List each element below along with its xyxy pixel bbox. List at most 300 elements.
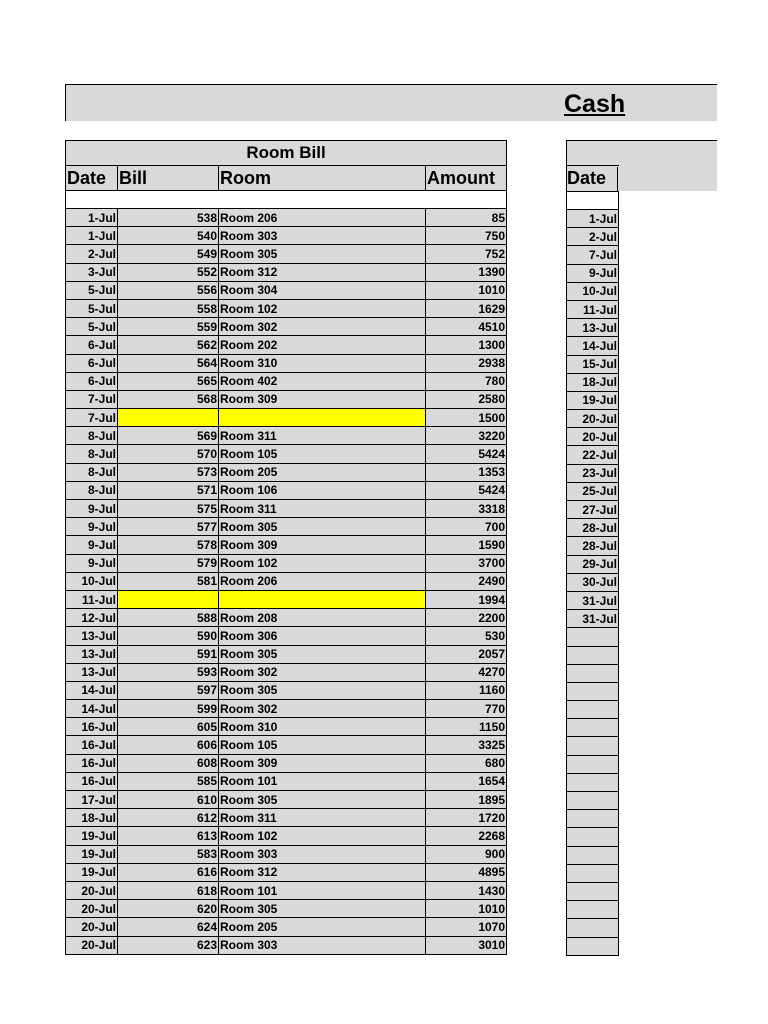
- side-date-cell: 19-Jul: [567, 391, 619, 409]
- date-cell: 19-Jul: [66, 845, 118, 863]
- bill-cell: 577: [118, 518, 219, 536]
- room-cell: Room 105: [219, 445, 426, 463]
- table-row: [66, 645, 507, 663]
- side-date-cell: 10-Jul: [567, 282, 619, 300]
- room-cell: Room 101: [219, 881, 426, 899]
- amount-cell: 1430: [426, 881, 507, 899]
- header-date: Date: [66, 166, 118, 191]
- date-cell: 3-Jul: [66, 263, 118, 281]
- date-cell: 12-Jul: [66, 609, 118, 627]
- side-date-cell: [567, 737, 619, 755]
- side-row: [567, 537, 619, 555]
- amount-cell: 2200: [426, 609, 507, 627]
- bill-cell: 599: [118, 700, 219, 718]
- header-row: [66, 166, 507, 191]
- amount-cell: 3700: [426, 554, 507, 572]
- side-date-cell: [567, 828, 619, 846]
- room-cell: Room 102: [219, 554, 426, 572]
- date-cell: 11-Jul: [66, 590, 118, 608]
- amount-cell: 1010: [426, 900, 507, 918]
- date-cell: 13-Jul: [66, 663, 118, 681]
- amount-cell: 1300: [426, 336, 507, 354]
- table-row: [66, 918, 507, 936]
- side-date-cell: [567, 701, 619, 719]
- side-row: [567, 519, 619, 537]
- table-row: [66, 845, 507, 863]
- side-date-cell: 2-Jul: [567, 228, 619, 246]
- amount-cell: 1590: [426, 536, 507, 554]
- bill-cell: 588: [118, 609, 219, 627]
- date-cell: 5-Jul: [66, 318, 118, 336]
- table-row: [66, 536, 507, 554]
- table-row: [66, 518, 507, 536]
- date-cell: 20-Jul: [66, 900, 118, 918]
- side-date-cell: 1-Jul: [567, 210, 619, 228]
- amount-cell: 1654: [426, 772, 507, 790]
- date-cell: 18-Jul: [66, 809, 118, 827]
- bill-cell: 556: [118, 281, 219, 299]
- bill-cell: 562: [118, 336, 219, 354]
- side-date-cell: 22-Jul: [567, 446, 619, 464]
- date-cell: 16-Jul: [66, 754, 118, 772]
- date-cell: 7-Jul: [66, 390, 118, 408]
- bill-cell: 558: [118, 299, 219, 317]
- date-cell: 14-Jul: [66, 700, 118, 718]
- bill-cell: [118, 590, 219, 608]
- table-row: [66, 354, 507, 372]
- bill-cell: 568: [118, 390, 219, 408]
- room-cell: Room 304: [219, 281, 426, 299]
- table-row: [66, 881, 507, 899]
- side-row: [567, 355, 619, 373]
- date-cell: 6-Jul: [66, 372, 118, 390]
- table-row: [66, 409, 507, 427]
- room-cell: Room 312: [219, 263, 426, 281]
- side-row: [567, 282, 619, 300]
- side-row: [567, 264, 619, 282]
- bill-cell: 564: [118, 354, 219, 372]
- table-row: [66, 263, 507, 281]
- table-row: [66, 463, 507, 481]
- side-date-cell: [567, 773, 619, 791]
- room-cell: Room 305: [219, 681, 426, 699]
- amount-cell: 3220: [426, 427, 507, 445]
- table-row: [66, 227, 507, 245]
- table-row: [66, 772, 507, 790]
- side-row: [567, 719, 619, 737]
- side-row: [567, 501, 619, 519]
- side-date-cell: 13-Jul: [567, 319, 619, 337]
- room-bill-title-row: [66, 141, 507, 166]
- bill-cell: 583: [118, 845, 219, 863]
- amount-cell: 1500: [426, 409, 507, 427]
- side-date-cell: [567, 664, 619, 682]
- side-row: [567, 591, 619, 609]
- side-date-cell: [567, 864, 619, 882]
- bill-cell: 616: [118, 863, 219, 881]
- date-cell: 6-Jul: [66, 336, 118, 354]
- table-row: [66, 590, 507, 608]
- side-row: [567, 210, 619, 228]
- bill-cell: 585: [118, 772, 219, 790]
- room-cell: Room 302: [219, 663, 426, 681]
- side-date-cell: [567, 719, 619, 737]
- date-cell: 9-Jul: [66, 518, 118, 536]
- side-row: [567, 810, 619, 828]
- date-cell: 19-Jul: [66, 863, 118, 881]
- side-row: [567, 882, 619, 900]
- room-cell: Room 303: [219, 936, 426, 954]
- table-row: [66, 754, 507, 772]
- bill-cell: 591: [118, 645, 219, 663]
- room-cell: Room 312: [219, 863, 426, 881]
- room-cell: Room 311: [219, 809, 426, 827]
- side-row: [567, 682, 619, 700]
- date-cell: 16-Jul: [66, 772, 118, 790]
- side-date-cell: 11-Jul: [567, 300, 619, 318]
- date-cell: 8-Jul: [66, 463, 118, 481]
- table-row: [66, 900, 507, 918]
- table-row: [66, 627, 507, 645]
- amount-cell: 5424: [426, 481, 507, 499]
- side-date-cell: 9-Jul: [567, 264, 619, 282]
- side-row: [567, 901, 619, 919]
- amount-cell: 4510: [426, 318, 507, 336]
- side-header-date: Date: [567, 167, 618, 191]
- room-cell: Room 309: [219, 390, 426, 408]
- side-row: [567, 610, 619, 628]
- date-cell: 1-Jul: [66, 227, 118, 245]
- spacer-row: [66, 191, 507, 209]
- side-date-cell: [567, 792, 619, 810]
- date-cell: 5-Jul: [66, 299, 118, 317]
- room-cell: Room 305: [219, 791, 426, 809]
- table-row: [66, 445, 507, 463]
- bill-cell: 610: [118, 791, 219, 809]
- room-cell: Room 311: [219, 427, 426, 445]
- side-date-cell: [567, 810, 619, 828]
- amount-cell: 2490: [426, 572, 507, 590]
- side-row: [567, 646, 619, 664]
- room-cell: Room 305: [219, 518, 426, 536]
- bill-cell: 593: [118, 663, 219, 681]
- side-row: [567, 373, 619, 391]
- room-cell: Room 306: [219, 627, 426, 645]
- bill-cell: 571: [118, 481, 219, 499]
- date-cell: 13-Jul: [66, 645, 118, 663]
- side-row: [567, 228, 619, 246]
- table-row: [66, 390, 507, 408]
- room-cell: [219, 409, 426, 427]
- bill-cell: 570: [118, 445, 219, 463]
- header-bill: Bill: [118, 166, 219, 191]
- bill-cell: 575: [118, 500, 219, 518]
- side-row: [567, 573, 619, 591]
- table-row: [66, 318, 507, 336]
- bill-cell: 579: [118, 554, 219, 572]
- side-date-cell: [567, 901, 619, 919]
- table-row: [66, 245, 507, 263]
- bill-cell: 618: [118, 881, 219, 899]
- side-row: [567, 792, 619, 810]
- date-cell: 1-Jul: [66, 209, 118, 227]
- side-date-cell: 28-Jul: [567, 537, 619, 555]
- table-row: [66, 936, 507, 954]
- amount-cell: 1994: [426, 590, 507, 608]
- room-cell: Room 206: [219, 572, 426, 590]
- header-room: Room: [219, 166, 426, 191]
- side-row: [567, 391, 619, 409]
- side-date-cell: 7-Jul: [567, 246, 619, 264]
- bill-cell: 549: [118, 245, 219, 263]
- amount-cell: 4895: [426, 863, 507, 881]
- table-row: [66, 554, 507, 572]
- date-cell: 16-Jul: [66, 736, 118, 754]
- bill-cell: 606: [118, 736, 219, 754]
- table-row: [66, 427, 507, 445]
- room-cell: Room 402: [219, 372, 426, 390]
- room-cell: Room 302: [219, 318, 426, 336]
- side-date-cell: 18-Jul: [567, 373, 619, 391]
- side-date-cell: 20-Jul: [567, 428, 619, 446]
- amount-cell: 1353: [426, 463, 507, 481]
- date-cell: 8-Jul: [66, 427, 118, 445]
- amount-cell: 5424: [426, 445, 507, 463]
- date-cell: 19-Jul: [66, 827, 118, 845]
- room-cell: [219, 590, 426, 608]
- date-cell: 2-Jul: [66, 245, 118, 263]
- amount-cell: 900: [426, 845, 507, 863]
- table-row: [66, 281, 507, 299]
- side-row: [567, 428, 619, 446]
- table-row: [66, 718, 507, 736]
- table-row: [66, 481, 507, 499]
- date-cell: 13-Jul: [66, 627, 118, 645]
- side-row: [567, 337, 619, 355]
- bill-cell: 552: [118, 263, 219, 281]
- table-row: [66, 827, 507, 845]
- side-date-cell: 30-Jul: [567, 573, 619, 591]
- table-row: [66, 663, 507, 681]
- table-row: [66, 299, 507, 317]
- table-row: [66, 336, 507, 354]
- side-date-cell: [567, 646, 619, 664]
- room-cell: Room 310: [219, 718, 426, 736]
- amount-cell: 750: [426, 227, 507, 245]
- room-cell: Room 202: [219, 336, 426, 354]
- date-cell: 10-Jul: [66, 572, 118, 590]
- room-cell: Room 305: [219, 645, 426, 663]
- room-bill-title: Room Bill: [66, 141, 507, 166]
- bill-cell: 569: [118, 427, 219, 445]
- side-date-table: [566, 191, 619, 956]
- side-row: [567, 446, 619, 464]
- sheet-title: Cash: [564, 90, 626, 118]
- amount-cell: 3325: [426, 736, 507, 754]
- bill-cell: 538: [118, 209, 219, 227]
- amount-cell: 2057: [426, 645, 507, 663]
- side-date-cell: 31-Jul: [567, 610, 619, 628]
- date-cell: 8-Jul: [66, 445, 118, 463]
- amount-cell: 680: [426, 754, 507, 772]
- side-row: [567, 300, 619, 318]
- spacer-cell: [567, 192, 619, 210]
- date-cell: 9-Jul: [66, 536, 118, 554]
- date-cell: 20-Jul: [66, 936, 118, 954]
- room-cell: Room 305: [219, 245, 426, 263]
- side-date-cell: 25-Jul: [567, 482, 619, 500]
- room-cell: Room 102: [219, 299, 426, 317]
- amount-cell: 3318: [426, 500, 507, 518]
- side-row: [567, 555, 619, 573]
- side-date-cell: [567, 682, 619, 700]
- side-row: [567, 246, 619, 264]
- amount-cell: 2580: [426, 390, 507, 408]
- side-date-cell: 20-Jul: [567, 410, 619, 428]
- header-amount: Amount: [426, 166, 507, 191]
- side-row: [567, 410, 619, 428]
- spacer-cell: [66, 191, 507, 209]
- date-cell: 9-Jul: [66, 554, 118, 572]
- amount-cell: 1390: [426, 263, 507, 281]
- table-row: [66, 500, 507, 518]
- bill-cell: 608: [118, 754, 219, 772]
- amount-cell: 1720: [426, 809, 507, 827]
- amount-cell: 752: [426, 245, 507, 263]
- date-cell: 5-Jul: [66, 281, 118, 299]
- room-cell: Room 305: [219, 900, 426, 918]
- room-cell: Room 310: [219, 354, 426, 372]
- room-cell: Room 101: [219, 772, 426, 790]
- side-row: [567, 482, 619, 500]
- room-cell: Room 303: [219, 227, 426, 245]
- bill-cell: [118, 409, 219, 427]
- side-row: [567, 701, 619, 719]
- date-cell: 20-Jul: [66, 881, 118, 899]
- bill-cell: 623: [118, 936, 219, 954]
- table-row: [66, 736, 507, 754]
- side-row: [567, 628, 619, 646]
- side-date-cell: 31-Jul: [567, 591, 619, 609]
- table-row: [66, 809, 507, 827]
- amount-cell: 1070: [426, 918, 507, 936]
- amount-cell: 1160: [426, 681, 507, 699]
- date-cell: 9-Jul: [66, 500, 118, 518]
- date-cell: 16-Jul: [66, 718, 118, 736]
- date-cell: 7-Jul: [66, 409, 118, 427]
- room-cell: Room 303: [219, 845, 426, 863]
- table-row: [66, 791, 507, 809]
- amount-cell: 2938: [426, 354, 507, 372]
- date-cell: 6-Jul: [66, 354, 118, 372]
- bill-cell: 578: [118, 536, 219, 554]
- amount-cell: 3010: [426, 936, 507, 954]
- side-date-cell: [567, 882, 619, 900]
- table-row: [66, 609, 507, 627]
- side-row: [567, 937, 619, 955]
- table-row: [66, 863, 507, 881]
- amount-cell: 780: [426, 372, 507, 390]
- side-date-cell: [567, 919, 619, 937]
- side-row: [567, 846, 619, 864]
- amount-cell: 2268: [426, 827, 507, 845]
- amount-cell: 4270: [426, 663, 507, 681]
- amount-cell: 770: [426, 700, 507, 718]
- side-date-cell: 14-Jul: [567, 337, 619, 355]
- side-date-cell: 23-Jul: [567, 464, 619, 482]
- room-bill-table: [65, 140, 507, 955]
- room-cell: Room 205: [219, 918, 426, 936]
- side-date-cell: [567, 846, 619, 864]
- bill-cell: 590: [118, 627, 219, 645]
- side-row: [567, 828, 619, 846]
- bill-cell: 540: [118, 227, 219, 245]
- bill-cell: 624: [118, 918, 219, 936]
- side-header-divider: [566, 165, 619, 166]
- side-date-cell: 29-Jul: [567, 555, 619, 573]
- side-row: [567, 773, 619, 791]
- bill-cell: 613: [118, 827, 219, 845]
- side-date-cell: [567, 628, 619, 646]
- amount-cell: 530: [426, 627, 507, 645]
- spacer-row: [567, 192, 619, 210]
- date-cell: 14-Jul: [66, 681, 118, 699]
- bill-cell: 597: [118, 681, 219, 699]
- side-row: [567, 464, 619, 482]
- side-date-cell: 15-Jul: [567, 355, 619, 373]
- amount-cell: 85: [426, 209, 507, 227]
- side-date-cell: [567, 755, 619, 773]
- table-row: [66, 700, 507, 718]
- amount-cell: 1150: [426, 718, 507, 736]
- side-date-cell: 27-Jul: [567, 501, 619, 519]
- room-cell: Room 208: [219, 609, 426, 627]
- table-row: [66, 572, 507, 590]
- bill-cell: 581: [118, 572, 219, 590]
- amount-cell: 1629: [426, 299, 507, 317]
- bill-cell: 620: [118, 900, 219, 918]
- date-cell: 8-Jul: [66, 481, 118, 499]
- side-row: [567, 319, 619, 337]
- table-row: [66, 209, 507, 227]
- side-row: [567, 664, 619, 682]
- side-date-cell: [567, 937, 619, 955]
- table-row: [66, 372, 507, 390]
- side-row: [567, 864, 619, 882]
- side-row: [567, 919, 619, 937]
- amount-cell: 1010: [426, 281, 507, 299]
- bill-cell: 605: [118, 718, 219, 736]
- room-cell: Room 105: [219, 736, 426, 754]
- room-cell: Room 309: [219, 536, 426, 554]
- side-date-cell: 28-Jul: [567, 519, 619, 537]
- amount-cell: 1895: [426, 791, 507, 809]
- room-cell: Room 205: [219, 463, 426, 481]
- table-row: [66, 681, 507, 699]
- room-cell: Room 302: [219, 700, 426, 718]
- room-cell: Room 309: [219, 754, 426, 772]
- bill-cell: 559: [118, 318, 219, 336]
- bill-cell: 565: [118, 372, 219, 390]
- room-cell: Room 206: [219, 209, 426, 227]
- bill-cell: 573: [118, 463, 219, 481]
- amount-cell: 700: [426, 518, 507, 536]
- date-cell: 17-Jul: [66, 791, 118, 809]
- bill-cell: 612: [118, 809, 219, 827]
- side-row: [567, 737, 619, 755]
- room-cell: Room 102: [219, 827, 426, 845]
- room-cell: Room 311: [219, 500, 426, 518]
